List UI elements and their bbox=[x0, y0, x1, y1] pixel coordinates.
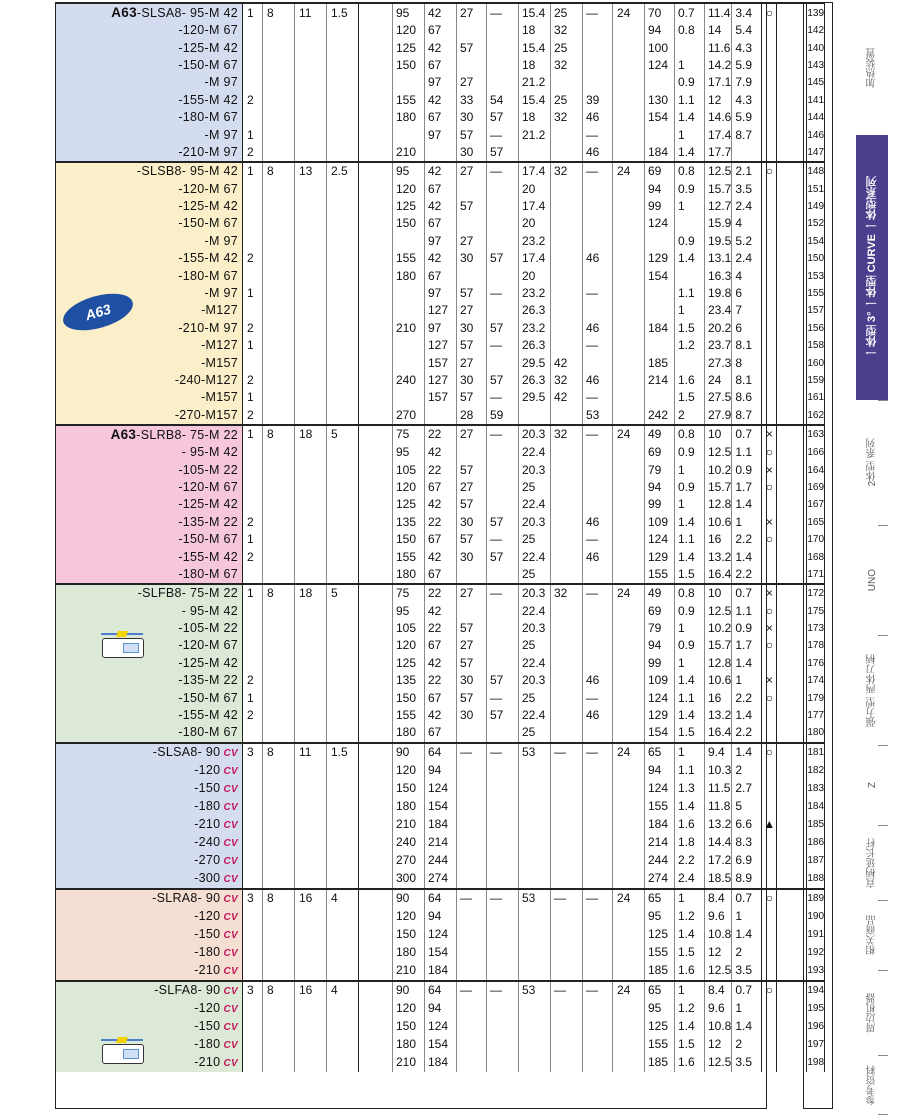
stock-symbol bbox=[762, 655, 777, 672]
page-ref: 184 bbox=[807, 798, 825, 816]
table-row: -150-M 67 150 67 20 124 15.9 4 152 bbox=[56, 215, 825, 232]
stock-symbol bbox=[762, 496, 777, 513]
stock-symbol bbox=[762, 548, 777, 565]
table-row: -120 CV 120 94 95 1.2 9.6 1 195 bbox=[56, 1000, 825, 1018]
table-row: -M 97 97 27 21.2 0.9 17.1 7.9 145 bbox=[56, 74, 825, 91]
model-cell: -210-M 97 bbox=[56, 144, 243, 162]
table-row: -135-M 22 2 135 22 30 57 20.3 46 109 1.4 10.6 1 × 165 bbox=[56, 514, 825, 531]
model-cell: -M 97 bbox=[56, 233, 243, 250]
page-ref: 178 bbox=[807, 637, 825, 654]
table-row: -155-M 42 2 155 42 30 57 22.4 46 129 1.4 13.2 1.4 177 bbox=[56, 707, 825, 724]
page-ref: 167 bbox=[807, 496, 825, 513]
stock-symbol: ○ bbox=[762, 981, 777, 1000]
stock-symbol bbox=[762, 57, 777, 74]
stock-symbol bbox=[762, 267, 777, 284]
model-cell: -300 CV bbox=[56, 870, 243, 889]
table-row: -240 CV 240 214 214 1.8 14.4 8.3 186 bbox=[56, 834, 825, 852]
table-row: -180 CV 180 154 155 1.4 11.8 5 184 bbox=[56, 798, 825, 816]
page-ref: 188 bbox=[807, 870, 825, 889]
table-row: A63-SLSA8- 95-M 42 1 8 11 1.5 95 42 27 — 15.4 25 — 24 70 0.7 11.4 3.4 ○ 139 bbox=[56, 3, 825, 22]
stock-symbol bbox=[762, 181, 777, 198]
table-row: -150 CV 150 124 125 1.4 10.8 1.4 196 bbox=[56, 1018, 825, 1036]
stock-symbol bbox=[762, 762, 777, 780]
stock-symbol: × bbox=[762, 461, 777, 478]
table-row: -120-M 67 120 67 18 32 94 0.8 14 5.4 142 bbox=[56, 22, 825, 39]
model-cell: -180-M 67 bbox=[56, 109, 243, 126]
page-ref: 157 bbox=[807, 302, 825, 319]
model-cell: -105-M 22 bbox=[56, 461, 243, 478]
stock-symbol bbox=[762, 834, 777, 852]
page-ref: 182 bbox=[807, 762, 825, 780]
table-row: -125-M 42 125 42 57 17.4 99 1 12.7 2.4 149 bbox=[56, 198, 825, 215]
table-row: -105-M 22 105 22 57 20.3 79 1 10.2 0.9 × 164 bbox=[56, 461, 825, 478]
model-cell: -M157 bbox=[56, 354, 243, 371]
page-ref: 162 bbox=[807, 407, 825, 425]
stock-symbol: ▲ bbox=[762, 816, 777, 834]
model-cell: - 95-M 42 bbox=[56, 444, 243, 461]
table-row: -180-M 67 180 67 30 57 18 32 46 154 1.4 14.6 5.9 144 bbox=[56, 109, 825, 126]
stock-symbol bbox=[762, 944, 777, 962]
stock-symbol bbox=[762, 798, 777, 816]
stock-symbol bbox=[762, 1036, 777, 1054]
table-row: -SLFB8- 75-M 22 1 8 18 5 75 22 27 — 20.3 32 — 24 49 0.8 10 0.7 × 172 bbox=[56, 584, 825, 602]
model-cell: -M127 bbox=[56, 337, 243, 354]
nav-tab-5[interactable]: Z bbox=[866, 781, 878, 789]
model-cell: -105-M 22 bbox=[56, 620, 243, 637]
nav-tab-3[interactable]: UNO bbox=[866, 568, 878, 592]
table-row: -150 CV 150 124 124 1.3 11.5 2.7 183 bbox=[56, 780, 825, 798]
page-ref: 168 bbox=[807, 548, 825, 565]
model-cell: -M 97 bbox=[56, 285, 243, 302]
stock-symbol bbox=[762, 22, 777, 39]
model-cell: A63-SLSA8- 95-M 42 bbox=[56, 3, 243, 22]
table-row: -270-M157 2 270 28 59 53 242 2 27.9 8.7 162 bbox=[56, 407, 825, 425]
page-ref: 159 bbox=[807, 372, 825, 389]
table-row: -SLSA8- 90 CV 3 8 11 1.5 90 64 — — 53 — — 24 65 1 9.4 1.4 ○ 181 bbox=[56, 743, 825, 762]
page-ref: 139 bbox=[807, 3, 825, 22]
table-row: -150 CV 150 124 125 1.4 10.8 1.4 191 bbox=[56, 926, 825, 944]
stock-symbol: ○ bbox=[762, 889, 777, 908]
page-ref: 145 bbox=[807, 74, 825, 91]
model-cell: -240 CV bbox=[56, 834, 243, 852]
table-row: -120-M 67 120 67 20 94 0.9 15.7 3.5 151 bbox=[56, 181, 825, 198]
nav-tab-8[interactable]: 周边机器 bbox=[866, 992, 878, 1033]
page-ref: 154 bbox=[807, 233, 825, 250]
stock-symbol: ○ bbox=[762, 162, 777, 180]
table-row: -155-M 42 2 155 42 30 57 17.4 46 129 1.4 13.1 2.4 150 bbox=[56, 250, 825, 267]
spec-table bbox=[55, 2, 825, 1072]
table-row: -120 CV 120 94 95 1.2 9.6 1 190 bbox=[56, 908, 825, 926]
table-row: -210 CV 210 184 184 1.6 13.2 6.6 ▲ 185 bbox=[56, 816, 825, 834]
stock-symbol bbox=[762, 780, 777, 798]
model-cell: -135-M 22 bbox=[56, 514, 243, 531]
model-cell: -120 CV bbox=[56, 908, 243, 926]
stock-symbol: × bbox=[762, 514, 777, 531]
page-ref: 183 bbox=[807, 780, 825, 798]
nav-tab-7[interactable]: 相关商品 bbox=[866, 915, 878, 955]
model-cell: -240-M127 bbox=[56, 372, 243, 389]
model-cell: -120-M 67 bbox=[56, 181, 243, 198]
page-ref: 148 bbox=[807, 162, 825, 180]
model-cell: -210 CV bbox=[56, 816, 243, 834]
model-cell: -125-M 42 bbox=[56, 198, 243, 215]
model-cell: -SLSA8- 90 CV bbox=[56, 743, 243, 762]
table-row: -125-M 42 125 42 57 22.4 99 1 12.8 1.4 167 bbox=[56, 496, 825, 513]
table-row: -180-M 67 180 67 25 155 1.5 16.4 2.2 171 bbox=[56, 566, 825, 584]
model-cell: -M 97 bbox=[56, 74, 243, 91]
table-row: -180 CV 180 154 155 1.5 12 2 192 bbox=[56, 944, 825, 962]
page-ref: 185 bbox=[807, 816, 825, 834]
page-ref: 158 bbox=[807, 337, 825, 354]
model-cell: -180 CV bbox=[56, 944, 243, 962]
stock-symbol: ○ bbox=[762, 637, 777, 654]
page-ref: 171 bbox=[807, 566, 825, 584]
page-ref: 196 bbox=[807, 1018, 825, 1036]
model-cell: -150-M 67 bbox=[56, 215, 243, 232]
page-ref: 144 bbox=[807, 109, 825, 126]
model-cell: -120 CV bbox=[56, 1000, 243, 1018]
stock-symbol bbox=[762, 233, 777, 250]
table-row: -M157 1 157 57 — 29.5 42 — 1.5 27.5 8.6 161 bbox=[56, 389, 825, 406]
stock-symbol: × bbox=[762, 425, 777, 444]
model-cell: -155-M 42 bbox=[56, 92, 243, 109]
model-cell: -155-M 42 bbox=[56, 548, 243, 565]
stock-symbol bbox=[762, 320, 777, 337]
model-cell: -180 CV bbox=[56, 798, 243, 816]
table-row: - 95-M 42 95 42 22.4 69 0.9 12.5 1.1 ○ 166 bbox=[56, 444, 825, 461]
stock-symbol bbox=[762, 962, 777, 981]
nav-tab-2[interactable]: 2体型 系列 bbox=[866, 438, 878, 487]
front-tool-icon bbox=[102, 638, 144, 658]
page-ref: 195 bbox=[807, 1000, 825, 1018]
model-cell: -180 CV bbox=[56, 1036, 243, 1054]
page-ref: 176 bbox=[807, 655, 825, 672]
model-cell: -SLSB8- 95-M 42 bbox=[56, 162, 243, 180]
model-cell: -135-M 22 bbox=[56, 672, 243, 689]
stock-symbol bbox=[762, 908, 777, 926]
page-ref: 166 bbox=[807, 444, 825, 461]
table-row: -M 97 1 97 57 — 23.2 — 1.1 19.8 6 155 bbox=[56, 285, 825, 302]
a63-badge: A63 bbox=[59, 287, 137, 338]
model-cell: -SLRA8- 90 CV bbox=[56, 889, 243, 908]
model-cell: -150-M 67 bbox=[56, 57, 243, 74]
table-row: -180-M 67 180 67 20 154 16.3 4 153 bbox=[56, 267, 825, 284]
stock-symbol bbox=[762, 92, 777, 109]
page-ref: 187 bbox=[807, 852, 825, 870]
stock-symbol: ○ bbox=[762, 531, 777, 548]
table-row: -150-M 67 1 150 67 57 — 25 — 124 1.1 16 2.2 ○ 170 bbox=[56, 531, 825, 548]
model-cell: -180-M 67 bbox=[56, 566, 243, 584]
table-row: -M127 127 27 26.3 1 23.4 7 157 bbox=[56, 302, 825, 319]
model-cell: - 95-M 42 bbox=[56, 603, 243, 620]
model-cell: -155-M 42 bbox=[56, 250, 243, 267]
model-cell: -150 CV bbox=[56, 1018, 243, 1036]
model-cell: -SLFB8- 75-M 22 bbox=[56, 584, 243, 602]
table-row: -300 CV 300 274 274 2.4 18.5 8.9 188 bbox=[56, 870, 825, 889]
stock-symbol bbox=[762, 1018, 777, 1036]
model-cell: -120-M 67 bbox=[56, 637, 243, 654]
model-cell: -155-M 42 bbox=[56, 707, 243, 724]
nav-tab-0[interactable]: 加热装置 bbox=[866, 47, 878, 88]
stock-symbol bbox=[762, 302, 777, 319]
stock-symbol bbox=[762, 144, 777, 162]
page-ref: 160 bbox=[807, 354, 825, 371]
stock-symbol bbox=[762, 389, 777, 406]
page-ref: 169 bbox=[807, 479, 825, 496]
model-cell: -180-M 67 bbox=[56, 724, 243, 742]
model-cell: -210 CV bbox=[56, 1054, 243, 1072]
model-cell: -270-M157 bbox=[56, 407, 243, 425]
model-cell: -210-M 97 bbox=[56, 320, 243, 337]
table-row: -120-M 67 120 67 27 25 94 0.9 15.7 1.7 ○ 178 bbox=[56, 637, 825, 654]
table-row: -SLSB8- 95-M 42 1 8 13 2.5 95 42 27 — 17.4 32 — 24 69 0.8 12.5 2.1 ○ 148 bbox=[56, 162, 825, 180]
model-cell: -125-M 42 bbox=[56, 496, 243, 513]
model-cell: -150-M 67 bbox=[56, 689, 243, 706]
stock-symbol: ○ bbox=[762, 603, 777, 620]
stock-symbol bbox=[762, 215, 777, 232]
stock-symbol bbox=[762, 109, 777, 126]
stock-symbol bbox=[762, 870, 777, 889]
table-row: -M127 1 127 57 — 26.3 — 1.2 23.7 8.1 158 bbox=[56, 337, 825, 354]
page-ref: 142 bbox=[807, 22, 825, 39]
page-ref: 180 bbox=[807, 724, 825, 742]
stock-symbol bbox=[762, 198, 777, 215]
table-row: -210-M 97 2 210 97 30 57 23.2 46 184 1.5 20.2 6 156 bbox=[56, 320, 825, 337]
stock-symbol bbox=[762, 285, 777, 302]
page-ref: 186 bbox=[807, 834, 825, 852]
page-ref: 149 bbox=[807, 198, 825, 215]
stock-symbol bbox=[762, 724, 777, 742]
table-row: -M157 157 27 29.5 42 185 27.3 8 160 bbox=[56, 354, 825, 371]
page-ref: 181 bbox=[807, 743, 825, 762]
stock-symbol bbox=[762, 1000, 777, 1018]
front-tool-icon-2 bbox=[102, 1044, 144, 1064]
stock-symbol bbox=[762, 354, 777, 371]
page-ref: 175 bbox=[807, 603, 825, 620]
table-row: -180 CV 180 154 155 1.5 12 2 197 bbox=[56, 1036, 825, 1054]
model-cell: -180-M 67 bbox=[56, 267, 243, 284]
page-ref: 192 bbox=[807, 944, 825, 962]
page-ref: 163 bbox=[807, 425, 825, 444]
table-row: -155-M 42 2 155 42 30 57 22.4 46 129 1.4 13.2 1.4 168 bbox=[56, 548, 825, 565]
page-ref: 146 bbox=[807, 126, 825, 143]
table-row: -120-M 67 120 67 27 25 94 0.9 15.7 1.7 ○ 169 bbox=[56, 479, 825, 496]
page-ref: 153 bbox=[807, 267, 825, 284]
stock-symbol: ○ bbox=[762, 689, 777, 706]
stock-symbol bbox=[762, 566, 777, 584]
table-row: -135-M 22 2 135 22 30 57 20.3 46 109 1.4 10.6 1 × 174 bbox=[56, 672, 825, 689]
page-ref: 147 bbox=[807, 144, 825, 162]
model-cell: A63-SLRB8- 75-M 22 bbox=[56, 425, 243, 444]
table-row: -210 CV 210 184 185 1.6 12.5 3.5 193 bbox=[56, 962, 825, 981]
stock-symbol bbox=[762, 337, 777, 354]
stock-symbol: ○ bbox=[762, 444, 777, 461]
page-ref: 151 bbox=[807, 181, 825, 198]
page-ref: 155 bbox=[807, 285, 825, 302]
nav-tab-6[interactable]: 直柄延长杆 bbox=[866, 837, 878, 888]
table-row: -240-M127 2 240 127 30 57 26.3 32 46 214 1.6 24 8.1 159 bbox=[56, 372, 825, 389]
stock-symbol: ○ bbox=[762, 3, 777, 22]
table-row: -210-M 97 2 210 30 57 46 184 1.4 17.7 147 bbox=[56, 144, 825, 162]
model-cell: -270 CV bbox=[56, 852, 243, 870]
table-row: -M 97 97 27 23.2 0.9 19.5 5.2 154 bbox=[56, 233, 825, 250]
page-ref: 193 bbox=[807, 962, 825, 981]
stock-symbol bbox=[762, 926, 777, 944]
table-row: -155-M 42 2 155 42 33 54 15.4 25 39 130 1.1 12 4.3 141 bbox=[56, 92, 825, 109]
page-ref: 191 bbox=[807, 926, 825, 944]
page-ref: 189 bbox=[807, 889, 825, 908]
stock-symbol bbox=[762, 852, 777, 870]
stock-symbol bbox=[762, 39, 777, 56]
table-row: -180-M 67 180 67 25 154 1.5 16.4 2.2 180 bbox=[56, 724, 825, 742]
table-row: -105-M 22 105 22 57 20.3 79 1 10.2 0.9 × 173 bbox=[56, 620, 825, 637]
page-ref: 194 bbox=[807, 981, 825, 1000]
model-cell: -120 CV bbox=[56, 762, 243, 780]
model-cell: -M127 bbox=[56, 302, 243, 319]
model-cell: -M 97 bbox=[56, 126, 243, 143]
page-ref: 173 bbox=[807, 620, 825, 637]
page-ref: 164 bbox=[807, 461, 825, 478]
page-ref: 198 bbox=[807, 1054, 825, 1072]
page-ref: 165 bbox=[807, 514, 825, 531]
model-cell: -150 CV bbox=[56, 926, 243, 944]
model-cell: -150-M 67 bbox=[56, 531, 243, 548]
page-ref: 152 bbox=[807, 215, 825, 232]
stock-symbol: ○ bbox=[762, 743, 777, 762]
stock-symbol: × bbox=[762, 672, 777, 689]
stock-symbol bbox=[762, 1054, 777, 1072]
page-ref: 177 bbox=[807, 707, 825, 724]
table-row: -125-M 42 125 42 57 22.4 99 1 12.8 1.4 176 bbox=[56, 655, 825, 672]
stock-symbol bbox=[762, 372, 777, 389]
model-cell: -125-M 42 bbox=[56, 39, 243, 56]
table-row: -M 97 1 97 57 — 21.2 — 1 17.4 8.7 146 bbox=[56, 126, 825, 143]
table-row: A63-SLRB8- 75-M 22 1 8 18 5 75 22 27 — 20.3 32 — 24 49 0.8 10 0.7 × 163 bbox=[56, 425, 825, 444]
nav-tab-4[interactable]: 强力型 两体刀柄 bbox=[866, 653, 878, 727]
table-row: -210 CV 210 184 185 1.6 12.5 3.5 198 bbox=[56, 1054, 825, 1072]
model-cell: -125-M 42 bbox=[56, 655, 243, 672]
model-cell: -210 CV bbox=[56, 962, 243, 981]
page-ref: 150 bbox=[807, 250, 825, 267]
page-ref: 190 bbox=[807, 908, 825, 926]
page-ref: 170 bbox=[807, 531, 825, 548]
table-row: -SLFA8- 90 CV 3 8 16 4 90 64 — — 53 — — 24 65 1 8.4 0.7 ○ 194 bbox=[56, 981, 825, 1000]
stock-symbol: ○ bbox=[762, 479, 777, 496]
stock-symbol: × bbox=[762, 584, 777, 602]
table-row: -150-M 67 150 67 18 32 124 1 14.2 5.9 143 bbox=[56, 57, 825, 74]
model-cell: -SLFA8- 90 CV bbox=[56, 981, 243, 1000]
table-row: -120 CV 120 94 94 1.1 10.3 2 182 bbox=[56, 762, 825, 780]
stock-symbol: × bbox=[762, 620, 777, 637]
table-row: -150-M 67 1 150 67 57 — 25 — 124 1.1 16 2.2 ○ 179 bbox=[56, 689, 825, 706]
nav-tab-9[interactable]: 参考资料 bbox=[866, 1064, 878, 1105]
nav-tab-1[interactable]: 一体型 3° 一体型 CURVE 一体型系列 bbox=[856, 135, 888, 400]
page-ref: 156 bbox=[807, 320, 825, 337]
page-ref: 172 bbox=[807, 584, 825, 602]
page-ref: 161 bbox=[807, 389, 825, 406]
page-ref: 141 bbox=[807, 92, 825, 109]
table-row: -125-M 42 125 42 57 15.4 25 100 11.6 4.3 140 bbox=[56, 39, 825, 56]
table-row: - 95-M 42 95 42 22.4 69 0.9 12.5 1.1 ○ 175 bbox=[56, 603, 825, 620]
model-cell: -120-M 67 bbox=[56, 479, 243, 496]
page-ref: 140 bbox=[807, 39, 825, 56]
table-row: -SLRA8- 90 CV 3 8 16 4 90 64 — — 53 — — 24 65 1 8.4 0.7 ○ 189 bbox=[56, 889, 825, 908]
stock-symbol bbox=[762, 250, 777, 267]
page-ref: 197 bbox=[807, 1036, 825, 1054]
model-cell: -120-M 67 bbox=[56, 22, 243, 39]
stock-symbol bbox=[762, 126, 777, 143]
model-cell: -150 CV bbox=[56, 780, 243, 798]
stock-symbol bbox=[762, 407, 777, 425]
stock-symbol bbox=[762, 74, 777, 91]
page-ref: 179 bbox=[807, 689, 825, 706]
model-cell: -M157 bbox=[56, 389, 243, 406]
stock-symbol bbox=[762, 707, 777, 724]
table-row: -270 CV 270 244 244 2.2 17.2 6.9 187 bbox=[56, 852, 825, 870]
page-ref: 174 bbox=[807, 672, 825, 689]
page-ref: 143 bbox=[807, 57, 825, 74]
